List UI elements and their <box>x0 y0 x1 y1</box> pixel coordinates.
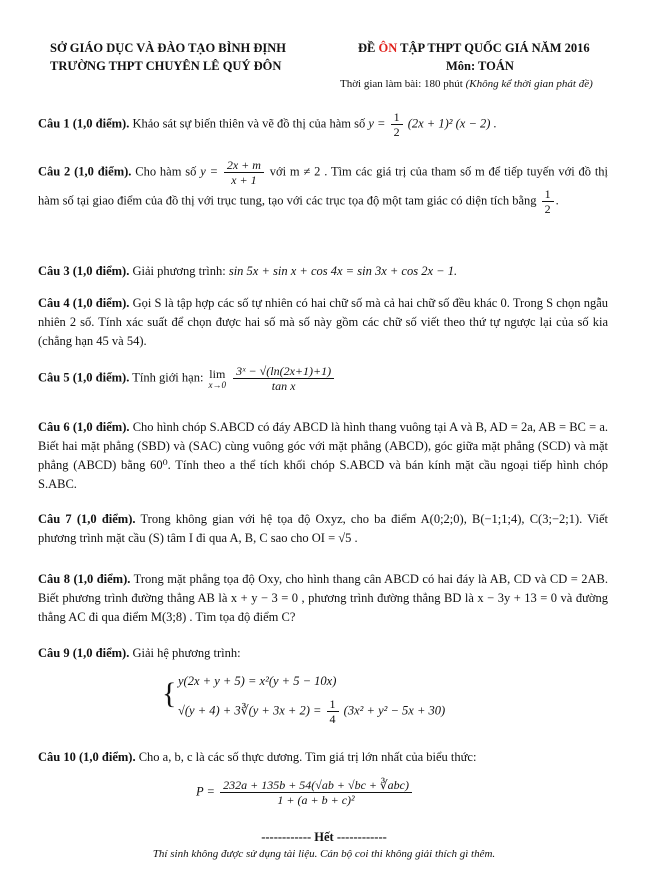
question-2: Câu 2 (1,0 điểm). Cho hàm số y = $\frac{2x + m}{x + 1}$ với m ≠ 2 . Tìm các giá trị của tham số m để tiếp tuyến với đồ thị hàm số tại giao điểm của đồ thị với trục tung, tạo với các trục tọa độ một tam giác có diện tích bằng $\frac{1}{2}$ . <box>38 158 609 216</box>
system-brace: { <box>162 677 177 710</box>
exam-title-pre: ĐỀ <box>358 41 379 55</box>
question-text: Trong mặt phẳng tọa độ Oxy, cho hình thang cân ABCD có hai đáy là AB, CD và CD = 2AB. Biết phương trình đường thẳng AB là x + y − 3 = 0 , phương trình đường thẳng BD là x − 3y + 13 = 0 và đường thẳng AC đi qua điểm M(3;8) . Tìm tọa độ điểm C? <box>38 572 608 624</box>
question-label: Câu 6 (1,0 điểm). <box>38 420 130 434</box>
formula: sin 5x + sin x + cos 4x = sin 3x + cos 2x − 1. <box>228 264 458 278</box>
question-text: Cho hàm số <box>135 164 197 179</box>
question-text: Khảo sát sự biến thiên và vẽ đồ thị của hàm số <box>132 116 366 131</box>
question-5 <box>38 364 608 393</box>
department-name: SỞ GIÁO DỤC VÀ ĐÀO TẠO BÌNH ĐỊNH <box>50 41 287 55</box>
question-text: Tính giới hạn: <box>132 370 204 385</box>
question-label: Câu 2 (1,0 điểm). <box>38 164 132 179</box>
question-text-2: với m ≠ 2 . Tìm các giá trị của tham số m để tiếp tuyến với đồ thị hàm số tại giao điểm của đồ thị với trục tung, tạo với các trục tọa độ một tam giác có diện tích bằng <box>38 164 609 208</box>
equation-1: y(2x + y + 5) = x²(y + 5 − 10x) <box>178 674 337 688</box>
question-text: Giải phương trình: <box>132 264 226 278</box>
question-label: Câu 1 (1,0 điểm). <box>38 116 130 131</box>
exam-title-highlight: ÔN <box>378 41 398 55</box>
time-info <box>340 78 593 90</box>
question-text: Giải hệ phương trình: <box>132 646 241 660</box>
fraction: $\frac{2x + m}{x + 1}$ <box>224 158 264 187</box>
equation-2: √(y + 4) + 3∛(y + 3x + 2) = $\frac{1}{4}$ (3x² + y² − 5x + 30) <box>178 697 446 726</box>
footer-note: Thí sinh không được sử dụng tài liệu. Cán bộ coi thi không giải thích gì thêm. <box>152 848 496 860</box>
question-9 <box>38 644 608 663</box>
subject: Môn: TOÁN <box>446 59 514 73</box>
question-label: Câu 8 (1,0 điểm). <box>38 572 131 586</box>
question-text: Cho hình chóp S.ABCD có đáy ABCD là hình thang vuông tại A và B, AD = 2a, AB = BC = a. Biết hai mặt phẳng (SBD) và (SAC) cùng vuông góc với mặt phẳng (ABCD), góc giữa mặt phẳng (SCD) và mặt phẳng (ABCD) bằng 60⁰. Tính theo a thể tích khối chóp S.ABCD và bán kính mặt cầu ngoại tiếp hình chóp S.ABC. <box>38 420 608 491</box>
question-label: Câu 7 (1,0 điểm). <box>38 512 136 526</box>
question-10 <box>38 748 608 767</box>
question-4 <box>38 294 608 351</box>
formula: y = <box>368 116 389 131</box>
time-label: Thời gian làm bài: 180 phút <box>340 78 463 90</box>
question-label: Câu 10 (1,0 điểm). <box>38 750 136 764</box>
formula: (2x + 1)² (x − 2) . <box>407 116 497 131</box>
question-text: Gọi S là tập hợp các số tự nhiên có hai chữ số mà cả hai chữ số đều khác 0. Trong S chọn ngẫu nhiên 2 số. Tính xác suất để chọn được hai số mà số này gồm các chữ số viết theo thứ tự ngược lại của số kia (chẳng hạn 45 và 54). <box>38 296 608 348</box>
question-label: Câu 3 (1,0 điểm). <box>38 264 130 278</box>
question-text: Trong không gian với hệ tọa độ Oxyz, cho ba điểm A(0;2;0), B(−1;1;4), C(3;−2;1). Viết phương trình mặt cầu (S) tâm I đi qua A, B, C sao cho OI = √5 . <box>38 512 608 545</box>
expression-p: P = $\frac{\text{232a + 135b + 54(√ab + √bc + ∛abc)}}{\text{1 + (a + b + c)²}}$ <box>196 778 414 807</box>
end-marker: ------------ Hết ------------ <box>261 830 387 844</box>
question-1 <box>38 110 608 139</box>
question-7 <box>38 510 608 548</box>
formula: y = <box>200 164 222 179</box>
question-label: Câu 9 (1,0 điểm). <box>38 646 130 660</box>
question-label: Câu 5 (1,0 điểm). <box>38 370 130 385</box>
question-3 <box>38 262 608 281</box>
exam-title-post: TẬP THPT QUỐC GIÁ NĂM 2016 <box>397 41 590 55</box>
question-label: Câu 4 (1,0 điểm). <box>38 296 130 310</box>
exam-title <box>358 41 590 56</box>
fraction: $\frac{1}{2}$ <box>391 110 403 139</box>
fraction: $\frac{\text{3ˣ − √(ln(2x+1)+1)}}{\text{tan x}}$ <box>233 364 334 393</box>
question-8 <box>38 570 608 627</box>
time-note: (Không kể thời gian phát đề) <box>465 78 593 90</box>
question-text: Cho a, b, c là các số thực dương. Tìm giá trị lớn nhất của biểu thức: <box>138 750 477 764</box>
fraction: $\frac{1}{2}$ <box>542 187 554 216</box>
limit-operator: lim x→0 <box>208 367 227 390</box>
question-6 <box>38 418 608 494</box>
equation-system <box>162 672 446 726</box>
school-name: TRƯỜNG THPT CHUYÊN LÊ QUÝ ĐÔN <box>50 59 282 73</box>
